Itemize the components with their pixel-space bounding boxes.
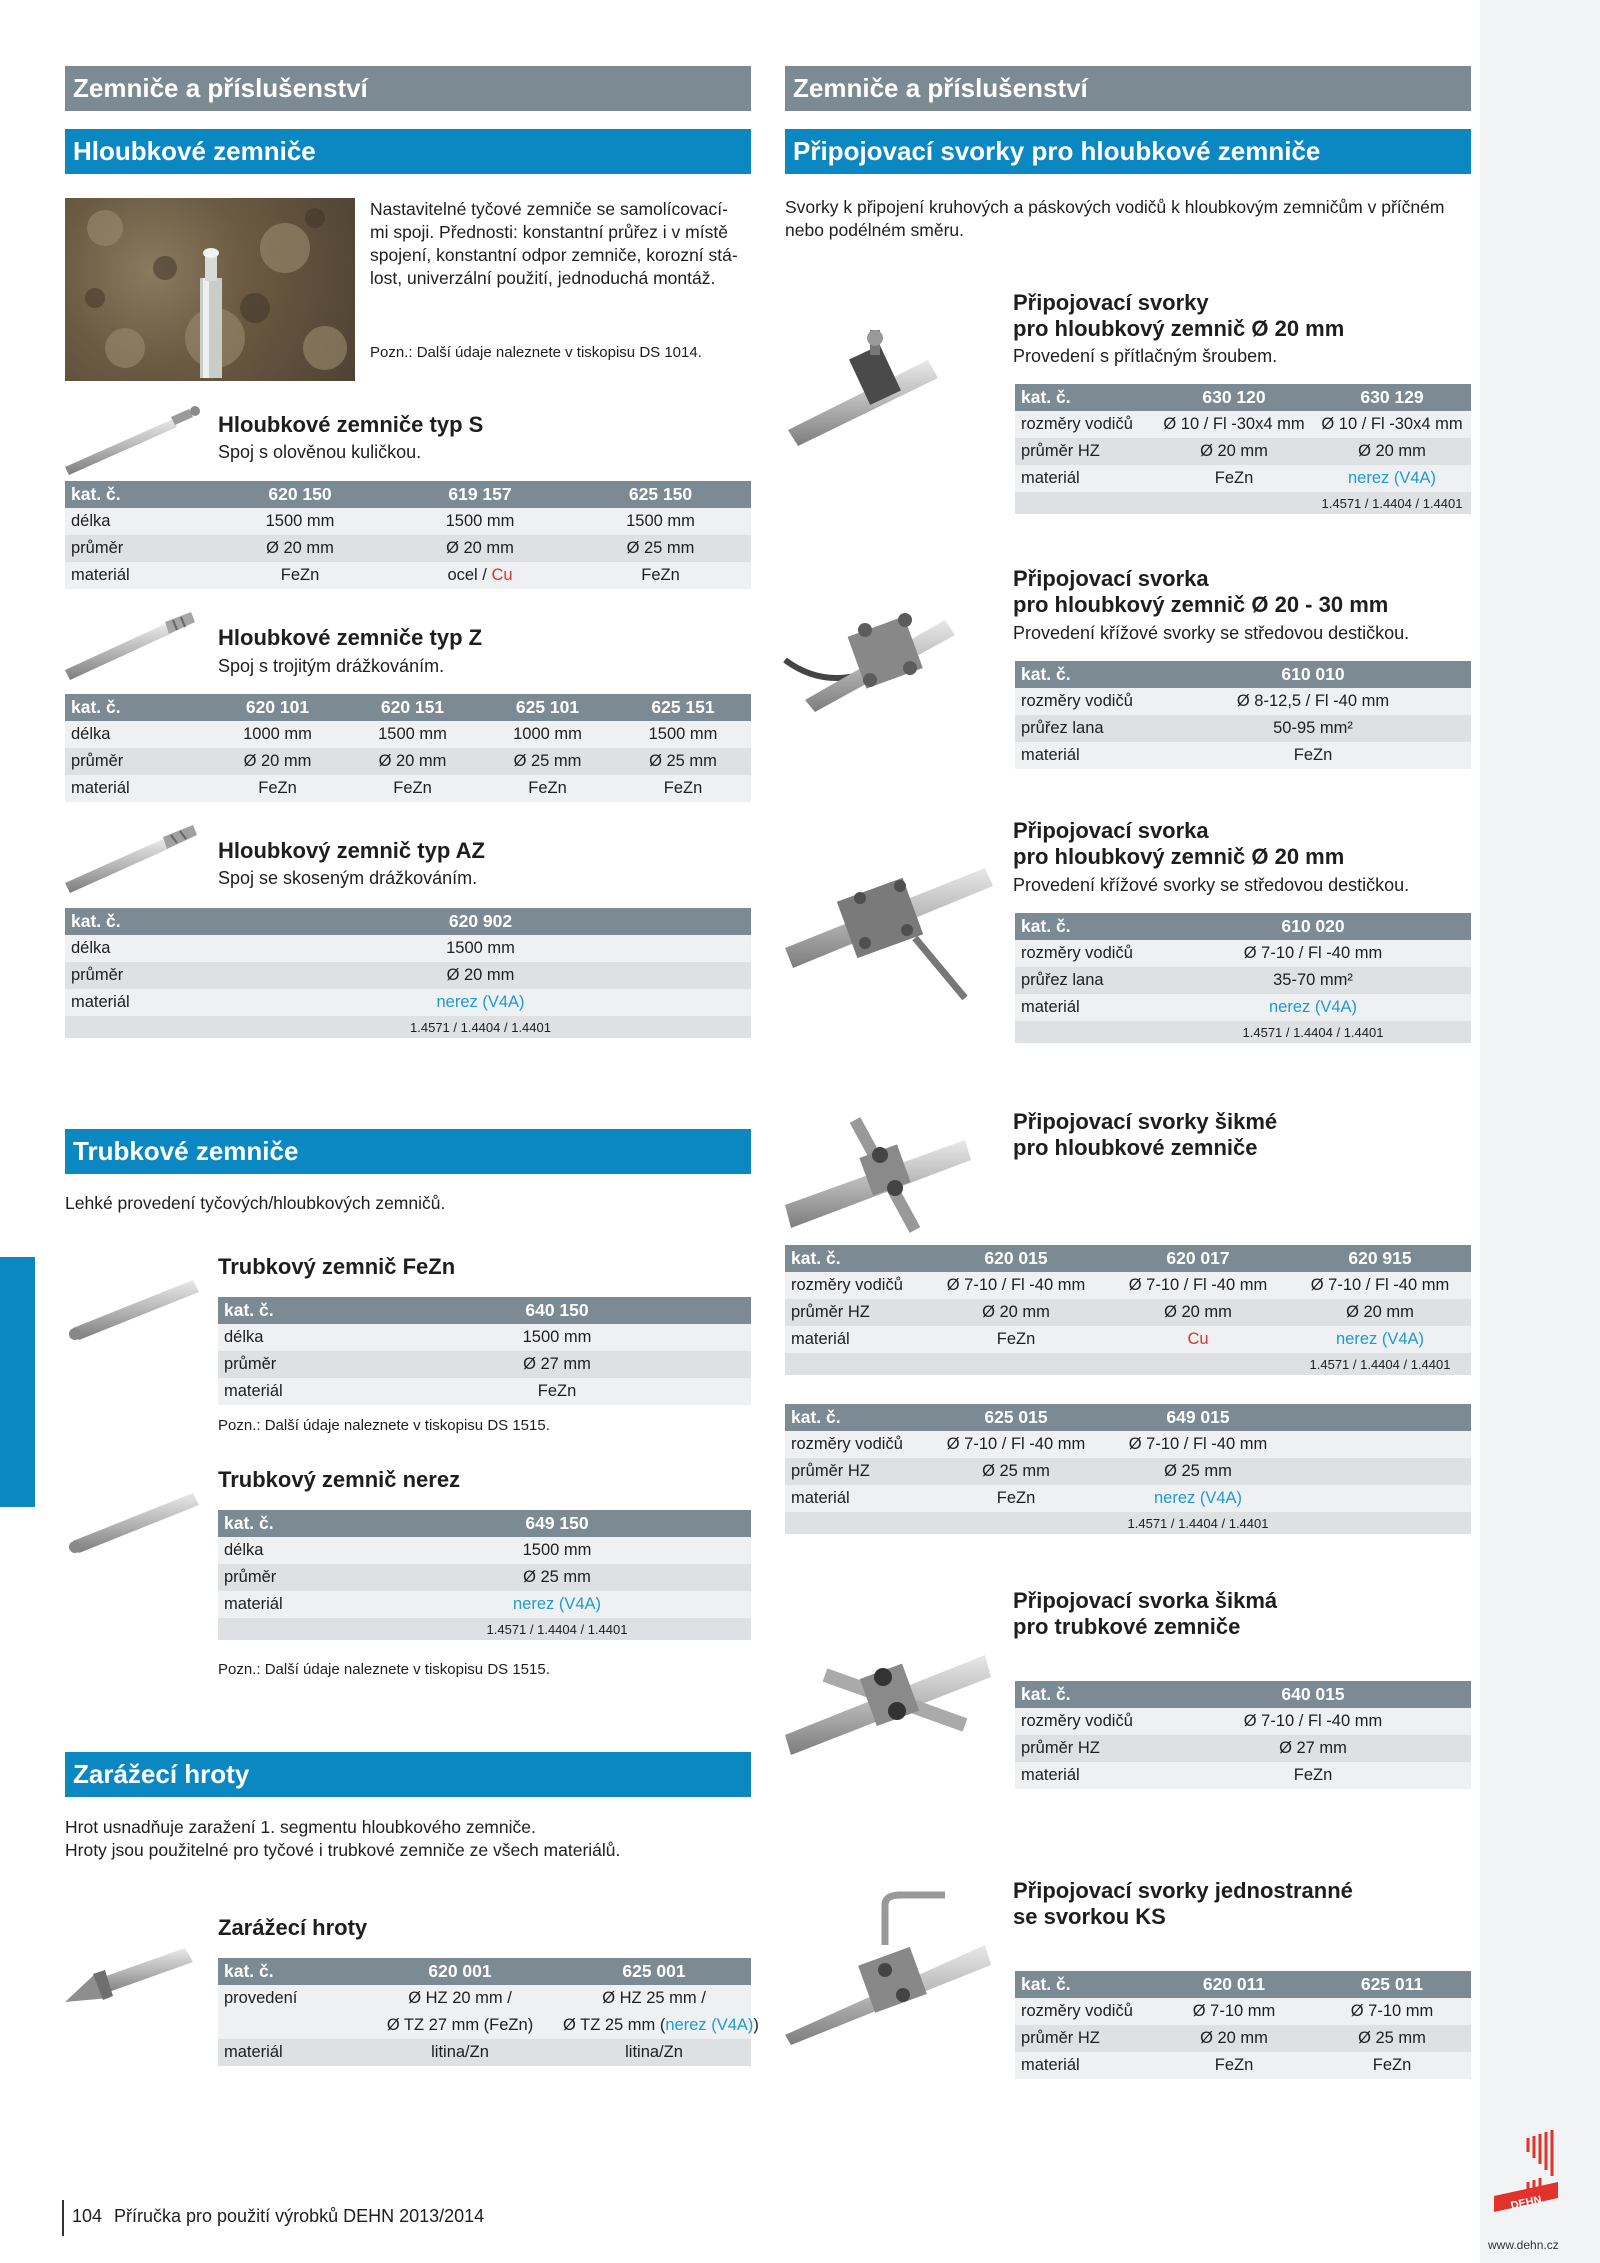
spec-table-sikme-1: kat. č. 620 015 620 017 620 915 rozměry vodičů Ø 7-10 / Fl -40 mm Ø 7-10 / Fl -40 mm Ø 7-10 / Fl -40 mm průměr HZ Ø 20 mm Ø 20 mm Ø 20 mm materiál FeZn Cu nerez (V4A) 1.4571 / 1.4404 / 1.4401 — [785, 1245, 1471, 1375]
oblique-clamp-pipe-image — [785, 1625, 995, 1755]
pipe-earth-fezn-image — [65, 1270, 205, 1340]
rod-type-az-image — [65, 825, 205, 895]
svg-text:DEHN: DEHN — [1509, 2193, 1543, 2213]
product-title-svorky-20: Připojovací svorky pro hloubkový zemnič Ø 20 mm — [1013, 290, 1345, 341]
footer-book-title: Příručka pro použití výrobků DEHN 2013/2014 — [114, 2206, 485, 2226]
product-title-trubkovy-fezn: Trubkový zemnič FeZn — [218, 1254, 456, 1279]
spec-table-typ-z: kat. č. 620 101 620 151 625 101 625 151 délka 1000 mm 1500 mm 1000 mm 1500 mm průměr Ø 20 mm Ø 20 mm Ø 25 mm Ø 25 mm materiál FeZn FeZn FeZn FeZn — [65, 694, 751, 802]
page-margin — [1480, 0, 1600, 2263]
left-page-header: Zemniče a příslušenství — [65, 66, 751, 111]
product-subtitle-svorka-20: Provedení křížové svorky se středovou destičkou. — [1013, 875, 1410, 895]
driving-tip-image — [65, 1940, 205, 2010]
oblique-clamp-image — [785, 1110, 975, 1230]
one-sided-clamp-ks-image — [785, 1895, 995, 2045]
section-title-zarazeci: Zarážecí hroty — [65, 1752, 751, 1797]
spec-table-typ-az: kat. č. 620 902 délka 1500 mm průměr Ø 20 mm materiál nerez (V4A) 1.4571 / 1.4404 / 1.4401 — [65, 908, 751, 1038]
trubkove-intro: Lehké provedení tyčových/hloubkových zemničů. — [65, 1193, 446, 1213]
dehn-logo — [1488, 2130, 1560, 2250]
product-title-typ-s: Hloubkové zemniče typ S — [218, 412, 484, 437]
spec-table-610020: kat. č. 610 020 rozměry vodičů Ø 7-10 / Fl -40 mm průřez lana 35-70 mm² materiál nerez (V4A) 1.4571 / 1.4404 / 1.4401 — [1015, 913, 1471, 1043]
pipe-earth-nerez-image — [65, 1483, 205, 1553]
hloubkove-note: Pozn.: Další údaje naleznete v tiskopisu DS 1014. — [370, 344, 702, 361]
spec-table-640015: kat. č. 640 015 rozměry vodičů Ø 7-10 / Fl -40 mm průměr HZ Ø 27 mm materiál FeZn — [1015, 1681, 1471, 1789]
product-subtitle-svorky-20: Provedení s přítlačným šroubem. — [1013, 346, 1278, 366]
product-title-zarazeci-hroty: Zarážecí hroty — [218, 1915, 368, 1940]
section-title-hloubkove: Hloubkové zemniče — [65, 129, 751, 174]
spec-table-typ-s: kat. č. 620 150 619 157 625 150 délka 1500 mm 1500 mm 1500 mm průměr Ø 20 mm Ø 20 mm Ø 25 mm materiál FeZn ocel / Cu FeZn — [65, 481, 751, 589]
product-title-trubkovy-nerez: Trubkový zemnič nerez — [218, 1467, 461, 1492]
rod-type-s-image — [65, 405, 205, 475]
footer-website: www.dehn.cz — [1488, 2238, 1559, 2252]
zarazeci-intro: Hrot usnadňuje zaražení 1. segmentu hloubkového zemniče. Hroty jsou použitelné pro tyčové i trubkové zemniče ze všech materiálů. — [65, 1817, 621, 1860]
section-title-pripojovaci: Připojovací svorky pro hloubkové zemniče — [785, 129, 1471, 174]
product-subtitle-typ-az: Spoj se skoseným drážkováním. — [218, 868, 478, 888]
product-title-sikma-trubkove: Připojovací svorka šikmá pro trubkové zemniče — [1013, 1588, 1278, 1639]
product-title-svorka-20: Připojovací svorka pro hloubkový zemnič Ø 20 mm — [1013, 818, 1345, 869]
product-title-svorka-20-30: Připojovací svorka pro hloubkový zemnič Ø 20 - 30 mm — [1013, 566, 1389, 617]
spec-table-trubkovy-nerez: kat. č. 649 150 délka 1500 mm průměr Ø 25 mm materiál nerez (V4A) 1.4571 / 1.4404 / 1.4401 — [218, 1510, 751, 1640]
spec-table-sikme-2: kat. č. 625 015 649 015 rozměry vodičů Ø 7-10 / Fl -40 mm Ø 7-10 / Fl -40 mm průměr HZ Ø 25 mm Ø 25 mm materiál FeZn nerez (V4A) 1.4571 / 1.4404 / 1.4401 — [785, 1404, 1471, 1534]
earth-rod-in-soil-photo — [65, 198, 355, 381]
right-page-header: Zemniče a příslušenství — [785, 66, 1471, 111]
trubkovy-fezn-note: Pozn.: Další údaje naleznete v tiskopisu DS 1515. — [218, 1417, 550, 1434]
footer-divider — [62, 2200, 64, 2236]
rod-type-z-image — [65, 612, 205, 682]
product-title-typ-z: Hloubkové zemniče typ Z — [218, 625, 483, 650]
section-tab-marker — [0, 1257, 35, 1507]
product-title-sikme-hloubkove: Připojovací svorky šikmé pro hloubkové zemniče — [1013, 1109, 1278, 1160]
product-subtitle-svorka-20-30: Provedení křížové svorky se středovou destičkou. — [1013, 623, 1410, 643]
footer-page-number: 104 — [72, 2206, 103, 2226]
product-title-jednostranne-ks: Připojovací svorky jednostranné se svorkou KS — [1013, 1878, 1353, 1929]
pripojovaci-intro: Svorky k připojení kruhových a páskových vodičů k hloubkovým zemničům v příčném nebo podélném směru. — [785, 197, 1445, 240]
trubkovy-nerez-note: Pozn.: Další údaje naleznete v tiskopisu DS 1515. — [218, 1661, 550, 1678]
product-title-typ-az: Hloubkový zemnič typ AZ — [218, 838, 485, 863]
section-title-trubkove: Trubkové zemniče — [65, 1129, 751, 1174]
spec-table-610010: kat. č. 610 010 rozměry vodičů Ø 8-12,5 / Fl -40 mm průřez lana 50-95 mm² materiál FeZn — [1015, 661, 1471, 769]
spec-table-trubkovy-fezn: kat. č. 640 150 délka 1500 mm průměr Ø 27 mm materiál FeZn — [218, 1297, 751, 1405]
cross-clamp-20-30-image — [785, 590, 965, 710]
clamp-pressure-screw-image — [788, 330, 950, 440]
spec-table-jednostranne: kat. č. 620 011 625 011 rozměry vodičů Ø 7-10 mm Ø 7-10 mm průměr HZ Ø 20 mm Ø 25 mm materiál FeZn FeZn — [1015, 1971, 1471, 2079]
spec-table-630: kat. č. 630 120 630 129 rozměry vodičů Ø 10 / Fl -30x4 mm Ø 10 / Fl -30x4 mm průměr HZ Ø 20 mm Ø 20 mm materiál FeZn nerez (V4A) 1.4571 / 1.4404 / 1.4401 — [1015, 384, 1471, 514]
spec-table-zarazeci-hroty: kat. č. 620 001 625 001 provedení Ø HZ 20 mm / Ø HZ 25 mm / Ø TZ 27 mm (FeZn) Ø TZ 25 mm (nerez (V4A)) materiál litina/Zn litina/Zn — [218, 1958, 751, 2066]
hloubkove-intro: Nastavitelné tyčové zemniče se samolícovací- mi spoji. Přednosti: konstantní průřez i v místě spojení, konstantní odpor zemniče, korozní stá- lost, univerzální použití, jednoduchá montáž. — [370, 199, 738, 288]
product-subtitle-typ-s: Spoj s olověnou kuličkou. — [218, 442, 422, 462]
cross-clamp-20-image — [785, 838, 1005, 998]
product-subtitle-typ-z: Spoj s trojitým drážkováním. — [218, 656, 445, 676]
